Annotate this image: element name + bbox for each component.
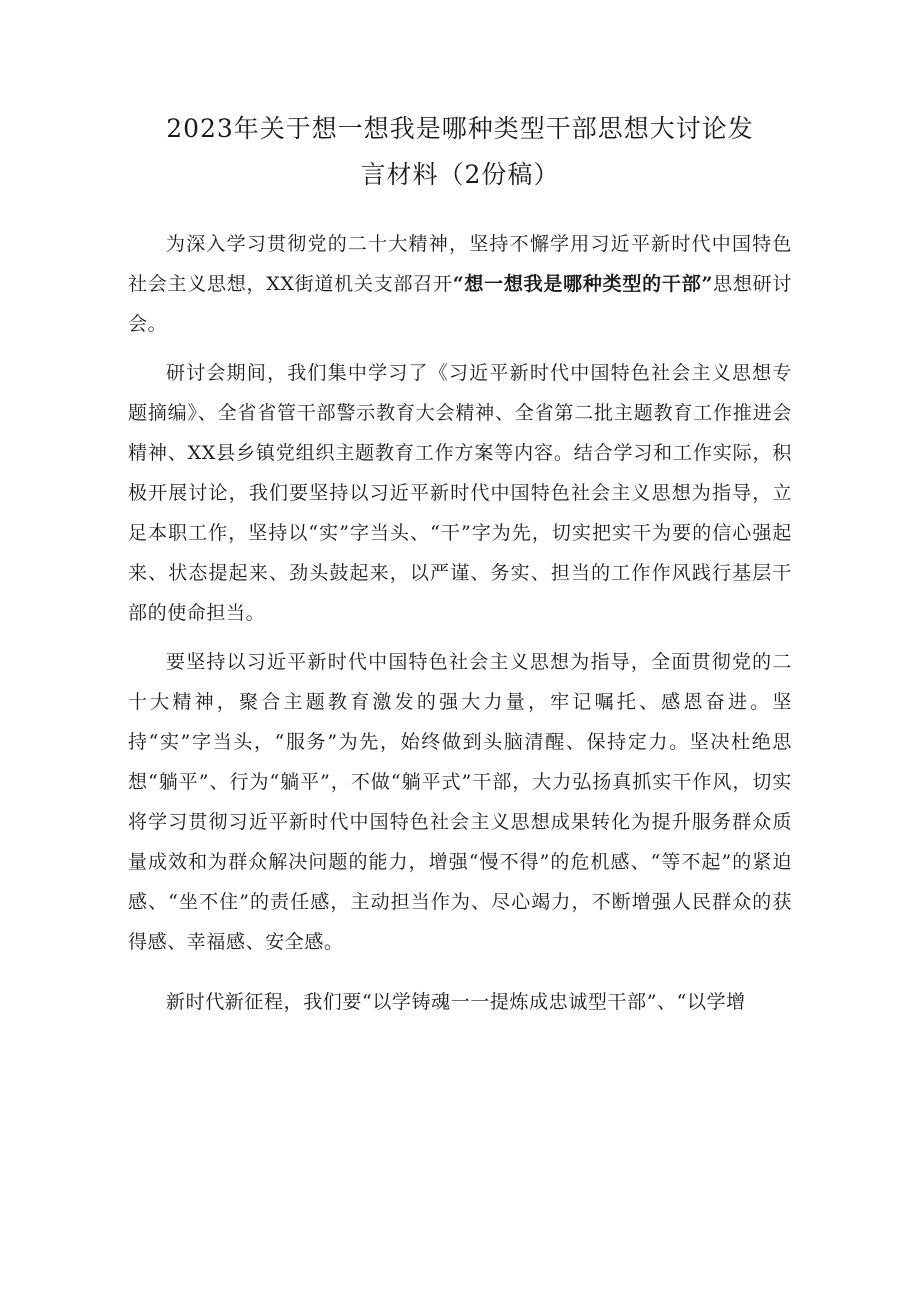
paragraph-3: 要坚持以习近平新时代中国特色社会主义思想为指导，全面贯彻党的二十大精神，聚合主题教育激发的强大力量，牢记嘱托、感恩奋进。坚持“实”字当头，“服务”为先，始终做到头脑清醒、保持定力。坚决杜绝思想“躺平”、行为“躺平”，不做“躺平式”干部，大力弘扬真抓实干作风，切实将学习贯彻习近平新时代中国特色社会主义思想成果转化为提升服务群众质量成效和为群众解决问题的能力，增强“慢不得”的危机感、“等不起”的紧迫感、“坐不住”的责任感，主动担当作为、尽心竭力，不断增强人民群众的获得感、幸福感、安全感。 — [128, 651, 792, 953]
paragraph-2: 研讨会期间，我们集中学习了《习近平新时代中国特色社会主义思想专题摘编》、全省省管干部警示教育大会精神、全省第二批主题教育工作推进会精神、XX县乡镇党组织主题教育工作方案等内容。结合学习和工作实际，积极开展讨论，我们要坚持以习近平新时代中国特色社会主义思想为指导，立足本职工作，坚持以“实”字当头、“干”字为先，切实把实干为要的信心强起来、状态提起来、劲头鼓起来，以严谨、务实、担当的工作作风践行基层干部的使命担当。 — [128, 362, 792, 624]
document-body — [128, 224, 792, 1022]
paragraph-1 — [128, 224, 792, 344]
title-line-1: 2023年关于想一想我是哪种类型干部思想大讨论发 — [166, 114, 754, 143]
paragraph-4: 新时代新征程，我们要“以学铸魂一一提炼成忠诚型干部”、“以学增 — [166, 991, 746, 1013]
document-title — [120, 106, 800, 198]
paragraph-1-bold-quote: “想一想我是哪种类型的干部” — [452, 273, 713, 295]
title-line-2: 言材料（2份稿） — [360, 160, 560, 189]
paragraph-1-text-before: 为深入学习贯彻党的二十大精神，坚持不懈学用习近平新时代中国特色社会主义思想，XX街道机关支部召开 — [128, 233, 792, 295]
paragraph-1-text-after: 思想研讨会。 — [128, 273, 792, 335]
